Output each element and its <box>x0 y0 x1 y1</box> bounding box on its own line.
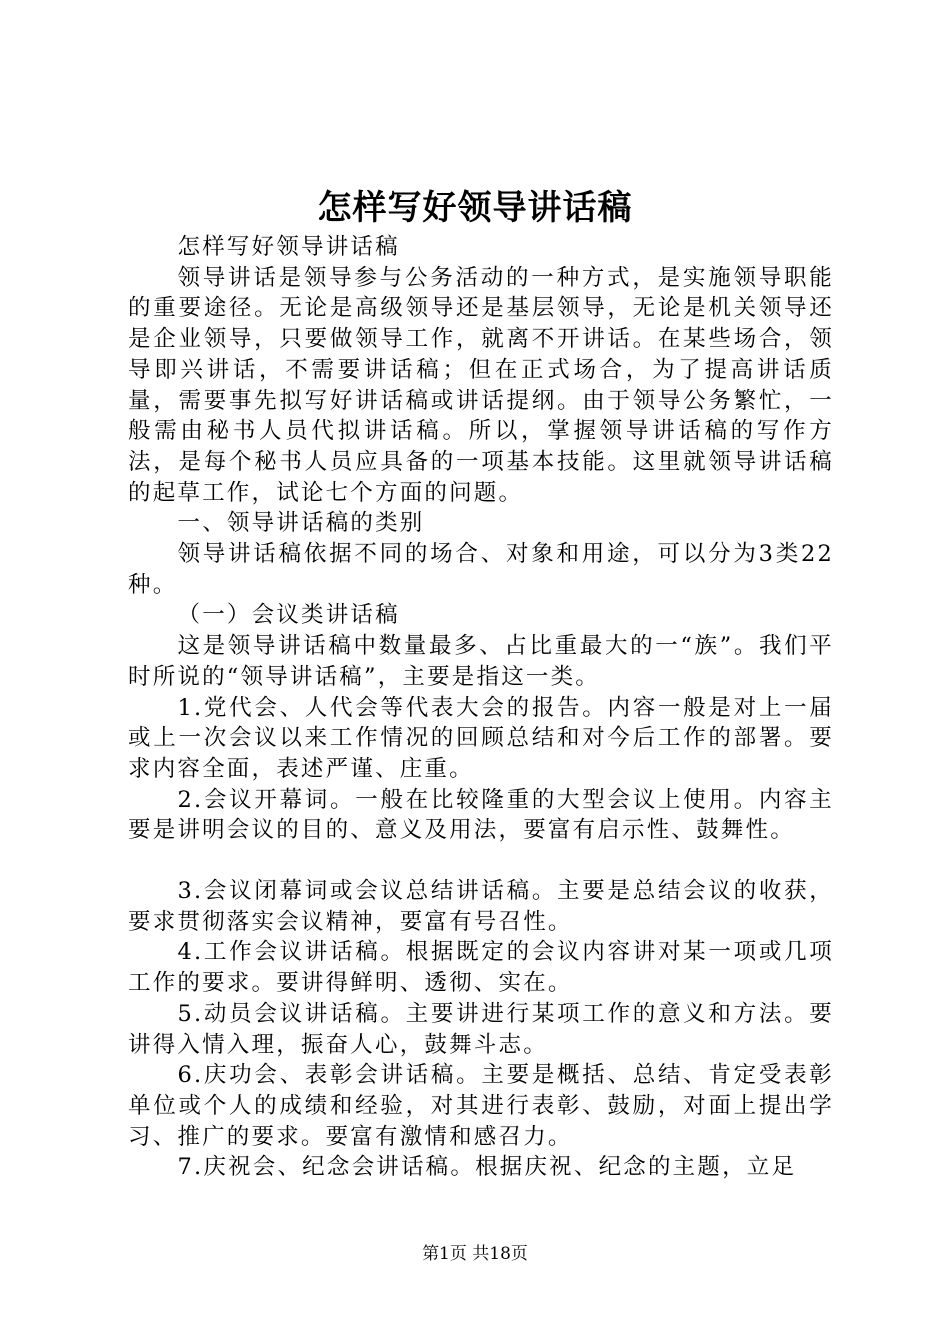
paragraph-subtitle: 怎样写好领导讲话稿 <box>177 234 400 260</box>
page-number: 第1页 共18页 <box>422 1244 528 1264</box>
list-item-4: 4.工作会议讲话稿。根据既定的会议内容讲对某一项或几项工作的要求。要讲得鲜明、透彻、实在。 <box>128 939 834 997</box>
paragraph-meeting-intro: 这是领导讲话稿中数量最多、占比重最大的一“族”。我们平时所说的“领导讲话稿”，主要是指这一类。 <box>128 633 834 690</box>
list-item-6: 6.庆功会、表彰会讲话稿。主要是概括、总结、肯定受表彰单位或个人的成绩和经验，对其进行表彰、鼓励，对面上提出学习、推广的要求。要富有激情和感召力。 <box>128 1062 834 1150</box>
paragraph-categories: 领导讲话稿依据不同的场合、对象和用途，可以分为3类22种。 <box>128 541 834 598</box>
list-item-1: 1.党代会、人代会等代表大会的报告。内容一般是对上一届或上一次会议以来工作情况的回顾总结和对今后工作的部署。要求内容全面，表述严谨、庄重。 <box>128 694 834 782</box>
list-item-2: 2.会议开幕词。一般在比较隆重的大型会议上使用。内容主要是讲明会议的目的、意义及用法，要富有启示性、鼓舞性。 <box>128 786 834 844</box>
list-item-5: 5.动员会议讲话稿。主要讲进行某项工作的意义和方法。要讲得入情入理，振奋人心，鼓舞斗志。 <box>128 1000 834 1058</box>
section-heading-categories: 一、领导讲话稿的类别 <box>177 510 425 537</box>
list-item-7: 7.庆祝会、纪念会讲话稿。根据庆祝、纪念的主题，立足 <box>177 1154 797 1181</box>
document-body <box>128 232 834 1183</box>
list-item-3: 3.会议闭幕词或会议总结讲话稿。主要是总结会议的收获，要求贯彻落实会议精神，要富有号召性。 <box>128 878 834 935</box>
document-title: 怎样写好领导讲话稿 <box>317 188 633 228</box>
paragraph-intro: 领导讲话是领导参与公务活动的一种方式，是实施领导职能的重要途径。无论是高级领导还是基层领导，无论是机关领导还是企业领导，只要做领导工作，就离不开讲话。在某些场合，领导即兴讲话，不需要讲话稿；但在正式场合，为了提高讲话质量，需要事先拟写好讲话稿或讲话提纲。由于领导公务繁忙，一般需由秘书人员代拟讲话稿。所以，掌握领导讲话稿的写作方法，是每个秘书人员应具备的一项基本技能。这里就领导讲话稿的起草工作，试论七个方面的问题。 <box>128 264 834 506</box>
subsection-heading-meeting: （一）会议类讲话稿 <box>177 602 400 629</box>
